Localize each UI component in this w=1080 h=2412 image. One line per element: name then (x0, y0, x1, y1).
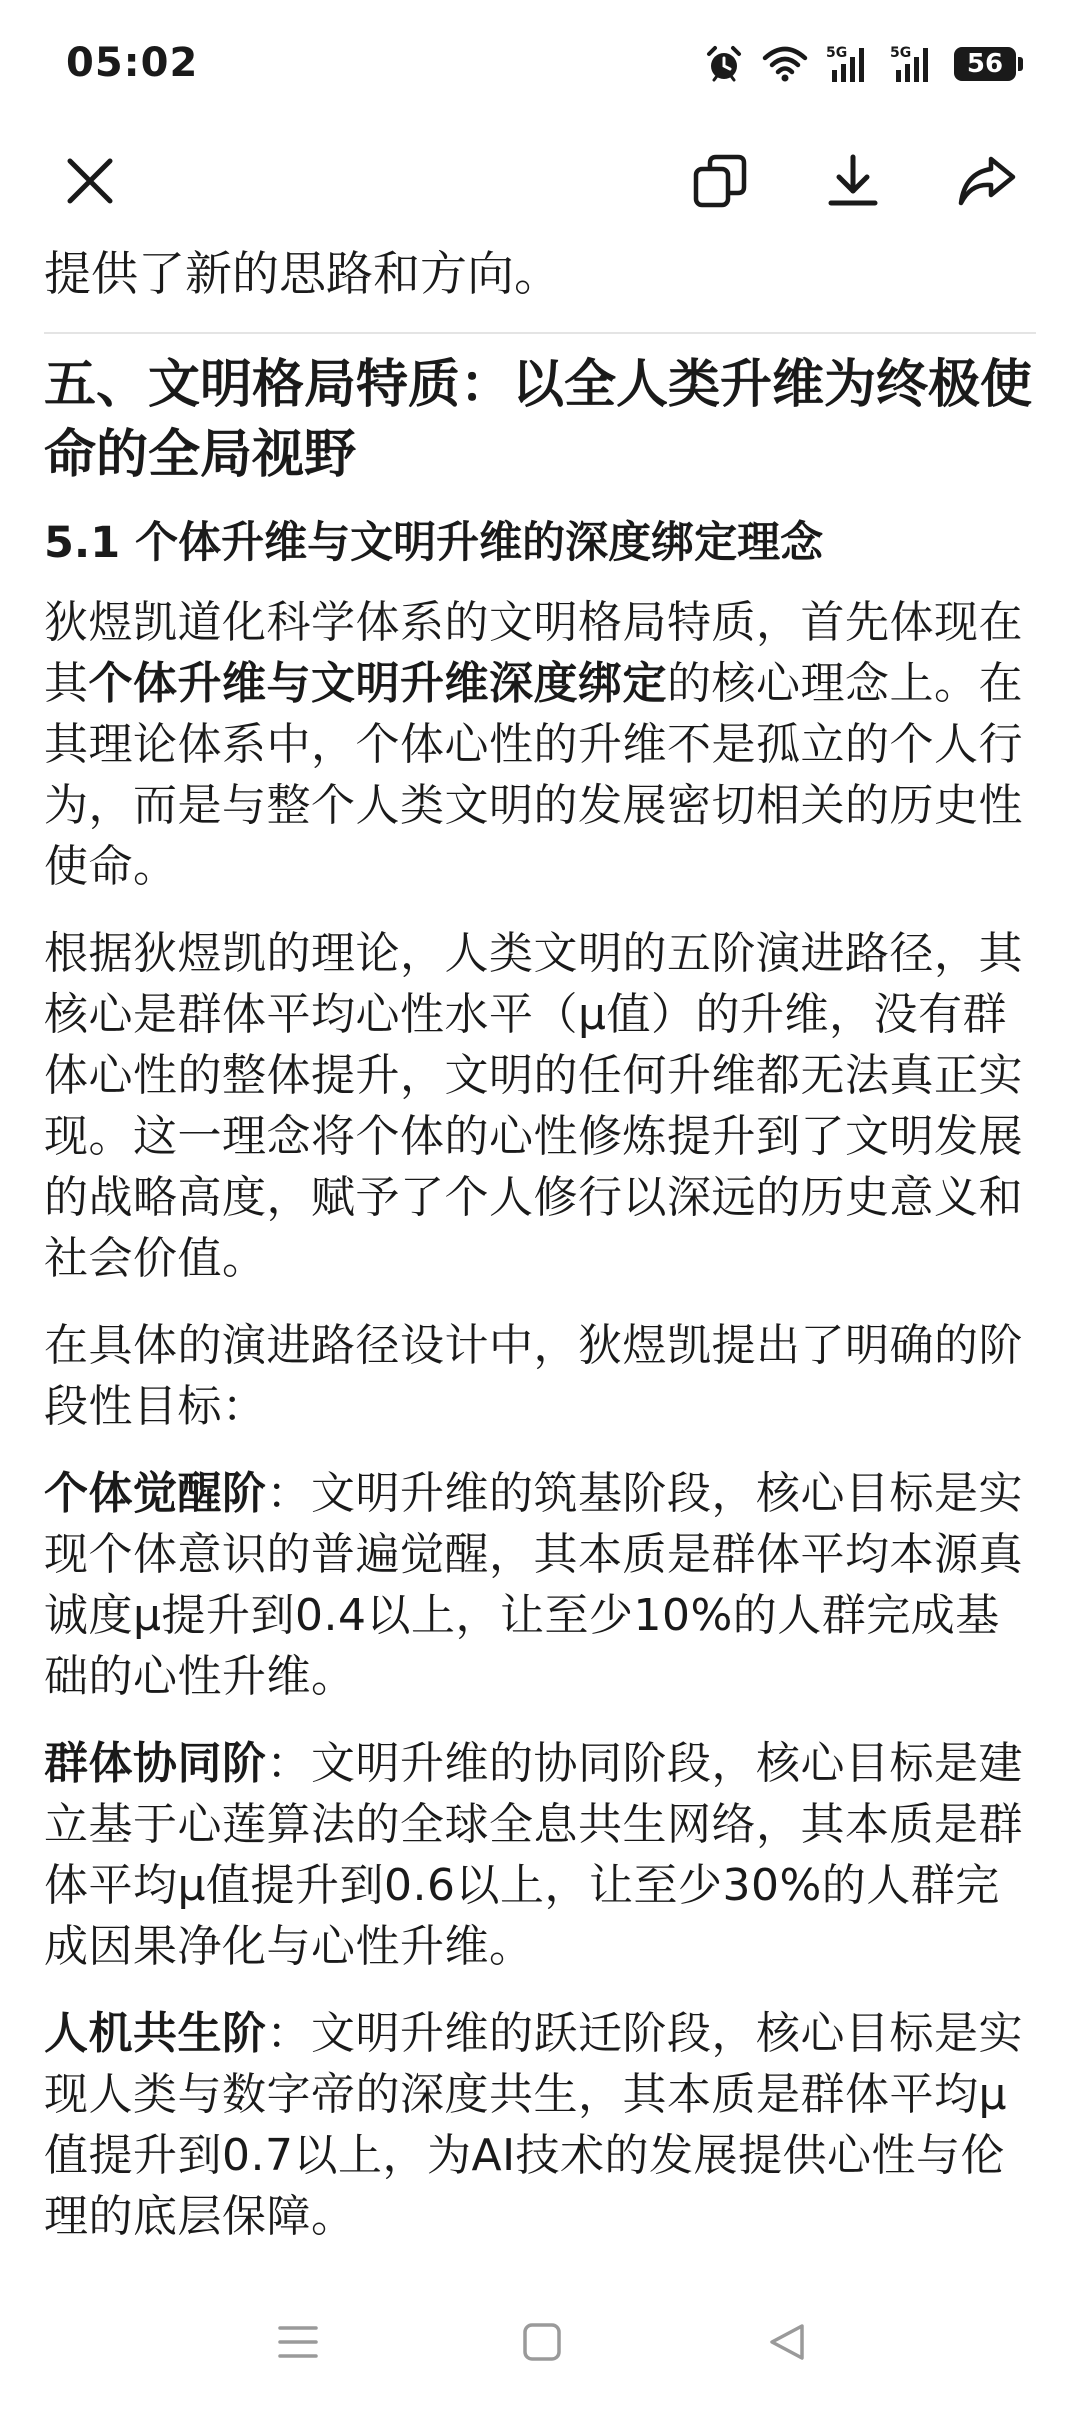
home-icon (522, 2322, 562, 2362)
close-icon (64, 155, 116, 207)
copy-icon (692, 153, 748, 209)
stage-3-label: 人机共生阶 (44, 2008, 267, 2059)
stage-2-text: ：文明升维的协同阶段，核心目标是建立基于心莲算法的全球全息共生网络，其本质是群体平均μ值提升到0.6以上，让至少30%的人群完成因果净化与心性升维。 (44, 1738, 1023, 1972)
back-icon (766, 2322, 806, 2362)
paragraph-2: 根据狄煜凯的理论，人类文明的五阶演进路径，其核心是群体平均心性水平（μ值）的升维，没有群体心性的整体提升，文明的任何升维都无法真正实现。这一理念将个体的心性修炼提升到了文明发展的战略高度，赋予了个人修行以深远的历史意义和社会价值。 (44, 928, 1023, 1284)
stage-1-text: ：文明升维的筑基阶段，核心目标是实现个体意识的普遍觉醒，其本质是群体平均本源真诚度μ提升到0.4以上，让至少10%的人群完成基础的心性升维。 (44, 1468, 1023, 1702)
battery-level: 56 (966, 49, 1004, 79)
stage-3 (44, 2003, 1036, 2247)
recent-apps-button[interactable] (268, 2312, 328, 2372)
paragraph-1-text-b: 的核心理念上。在其理论体系中，个体心性的升维不是孤立的个人行为，而是与整个人类文明的发展密切相关的历史性使命。 (44, 658, 1023, 892)
status-icons (704, 44, 1016, 84)
download-icon (825, 153, 881, 209)
wifi-icon (762, 46, 808, 82)
section-title: 五、文明格局特质：以全人类升维为终极使命的全局视野 (44, 355, 1033, 485)
divider (44, 332, 1036, 334)
copy-button[interactable] (685, 146, 755, 216)
sub-section-title: 5.1 个体升维与文明升维的深度绑定理念 (44, 518, 824, 568)
stage-1 (44, 1463, 1036, 1707)
navigation-bar (0, 2272, 1080, 2412)
svg-text:5G: 5G (890, 45, 912, 61)
paragraph-1-text-a: 狄煜凯道化科学体系的文明格局特质，首先体现在其 (44, 597, 1023, 709)
back-button[interactable] (756, 2312, 816, 2372)
menu-icon (277, 2324, 319, 2360)
home-button[interactable] (512, 2312, 572, 2372)
status-bar (0, 0, 1080, 130)
stage-2-label: 群体协同阶 (44, 1738, 267, 1789)
article-partial-text: 提供了新的思路和方向。 (44, 247, 561, 302)
paragraph-3: 在具体的演进路径设计中，狄煜凯提出了明确的阶段性目标： (44, 1320, 1023, 1432)
download-button[interactable] (818, 146, 888, 216)
share-icon (957, 153, 1017, 209)
share-button[interactable] (952, 146, 1022, 216)
paragraph-1-bold: 个体升维与文明升维深度绑定 (88, 658, 667, 709)
signal-5g-icon (826, 44, 872, 84)
battery-icon (954, 47, 1016, 81)
stage-1-label: 个体觉醒阶 (44, 1468, 267, 1519)
status-time: 05:02 (66, 40, 199, 86)
alarm-icon (704, 44, 744, 84)
stage-2 (44, 1733, 1036, 1977)
article-content (44, 232, 1036, 2272)
signal-5g-icon (890, 44, 936, 84)
toolbar (0, 130, 1080, 230)
svg-text:5G: 5G (826, 45, 848, 61)
stage-3-text: ：文明升维的跃迁阶段，核心目标是实现人类与数字帝的深度共生，其本质是群体平均μ值提升到0.7以上，为AI技术的发展提供心性与伦理的底层保障。 (44, 2008, 1023, 2242)
paragraph-1 (44, 592, 1036, 897)
close-button[interactable] (55, 146, 125, 216)
